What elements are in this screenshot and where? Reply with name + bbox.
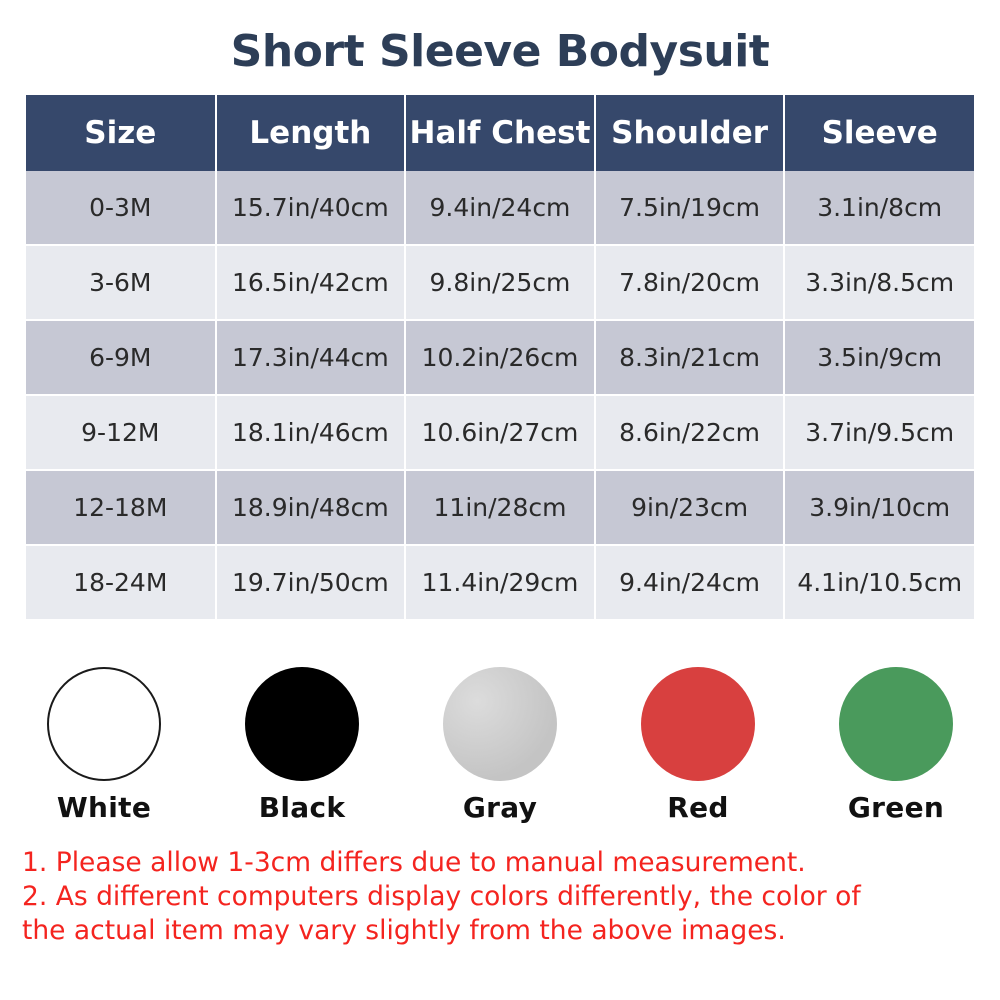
color-circle-red <box>641 667 755 781</box>
table-row <box>26 320 974 395</box>
cell-length: 17.3in/44cm <box>216 320 406 395</box>
cell-shoulder: 9.4in/24cm <box>595 545 785 620</box>
column-header-length: Length <box>216 95 406 171</box>
cell-sleeve: 3.7in/9.5cm <box>784 395 974 470</box>
cell-half-chest: 10.2in/26cm <box>405 320 595 395</box>
table-header <box>26 95 974 171</box>
cell-shoulder: 8.6in/22cm <box>595 395 785 470</box>
cell-shoulder: 7.5in/19cm <box>595 171 785 245</box>
cell-half-chest: 10.6in/27cm <box>405 395 595 470</box>
table-body <box>26 171 974 620</box>
cell-shoulder: 8.3in/21cm <box>595 320 785 395</box>
color-swatch-gray <box>427 667 573 824</box>
cell-sleeve: 3.3in/8.5cm <box>784 245 974 320</box>
cell-half-chest: 9.4in/24cm <box>405 171 595 245</box>
cell-half-chest: 11.4in/29cm <box>405 545 595 620</box>
color-swatch-white <box>31 667 177 824</box>
color-swatch-red <box>625 667 771 824</box>
column-header-half-chest: Half Chest <box>405 95 595 171</box>
cell-size: 0-3M <box>26 171 216 245</box>
page-title: Short Sleeve Bodysuit <box>230 26 770 77</box>
cell-size: 18-24M <box>26 545 216 620</box>
color-swatch-green <box>823 667 969 824</box>
cell-length: 19.7in/50cm <box>216 545 406 620</box>
color-swatch-row <box>0 667 1000 824</box>
color-circle-white <box>47 667 161 781</box>
column-header-size: Size <box>26 95 216 171</box>
cell-sleeve: 3.5in/9cm <box>784 320 974 395</box>
cell-size: 9-12M <box>26 395 216 470</box>
size-chart-table <box>26 95 974 621</box>
cell-shoulder: 7.8in/20cm <box>595 245 785 320</box>
color-label-black: Black <box>258 791 346 824</box>
cell-length: 16.5in/42cm <box>216 245 406 320</box>
column-header-shoulder: Shoulder <box>595 95 785 171</box>
color-swatch-black <box>229 667 375 824</box>
cell-shoulder: 9in/23cm <box>595 470 785 545</box>
color-label-gray: Gray <box>462 791 538 824</box>
table-row <box>26 245 974 320</box>
cell-length: 18.9in/48cm <box>216 470 406 545</box>
table-row <box>26 395 974 470</box>
color-label-red: Red <box>667 791 729 824</box>
table-row <box>26 470 974 545</box>
cell-half-chest: 9.8in/25cm <box>405 245 595 320</box>
color-circle-black <box>245 667 359 781</box>
color-label-white: White <box>56 791 152 824</box>
column-header-sleeve: Sleeve <box>784 95 974 171</box>
color-circle-green <box>839 667 953 781</box>
table-row <box>26 171 974 245</box>
cell-half-chest: 11in/28cm <box>405 470 595 545</box>
disclaimer-notes <box>0 846 1000 948</box>
cell-sleeve: 3.9in/10cm <box>784 470 974 545</box>
cell-size: 6-9M <box>26 320 216 395</box>
cell-size: 3-6M <box>26 245 216 320</box>
color-label-green: Green <box>847 791 945 824</box>
note-line-3: the actual item may vary slightly from the above images. <box>22 914 786 946</box>
cell-sleeve: 4.1in/10.5cm <box>784 545 974 620</box>
cell-sleeve: 3.1in/8cm <box>784 171 974 245</box>
note-line-2: 2. As different computers display colors differently, the color of <box>22 880 861 912</box>
table-row <box>26 545 974 620</box>
color-circle-gray <box>443 667 557 781</box>
cell-length: 15.7in/40cm <box>216 171 406 245</box>
table-header-row <box>26 95 974 171</box>
cell-length: 18.1in/46cm <box>216 395 406 470</box>
cell-size: 12-18M <box>26 470 216 545</box>
note-line-1: 1. Please allow 1-3cm differs due to manual measurement. <box>22 847 806 878</box>
